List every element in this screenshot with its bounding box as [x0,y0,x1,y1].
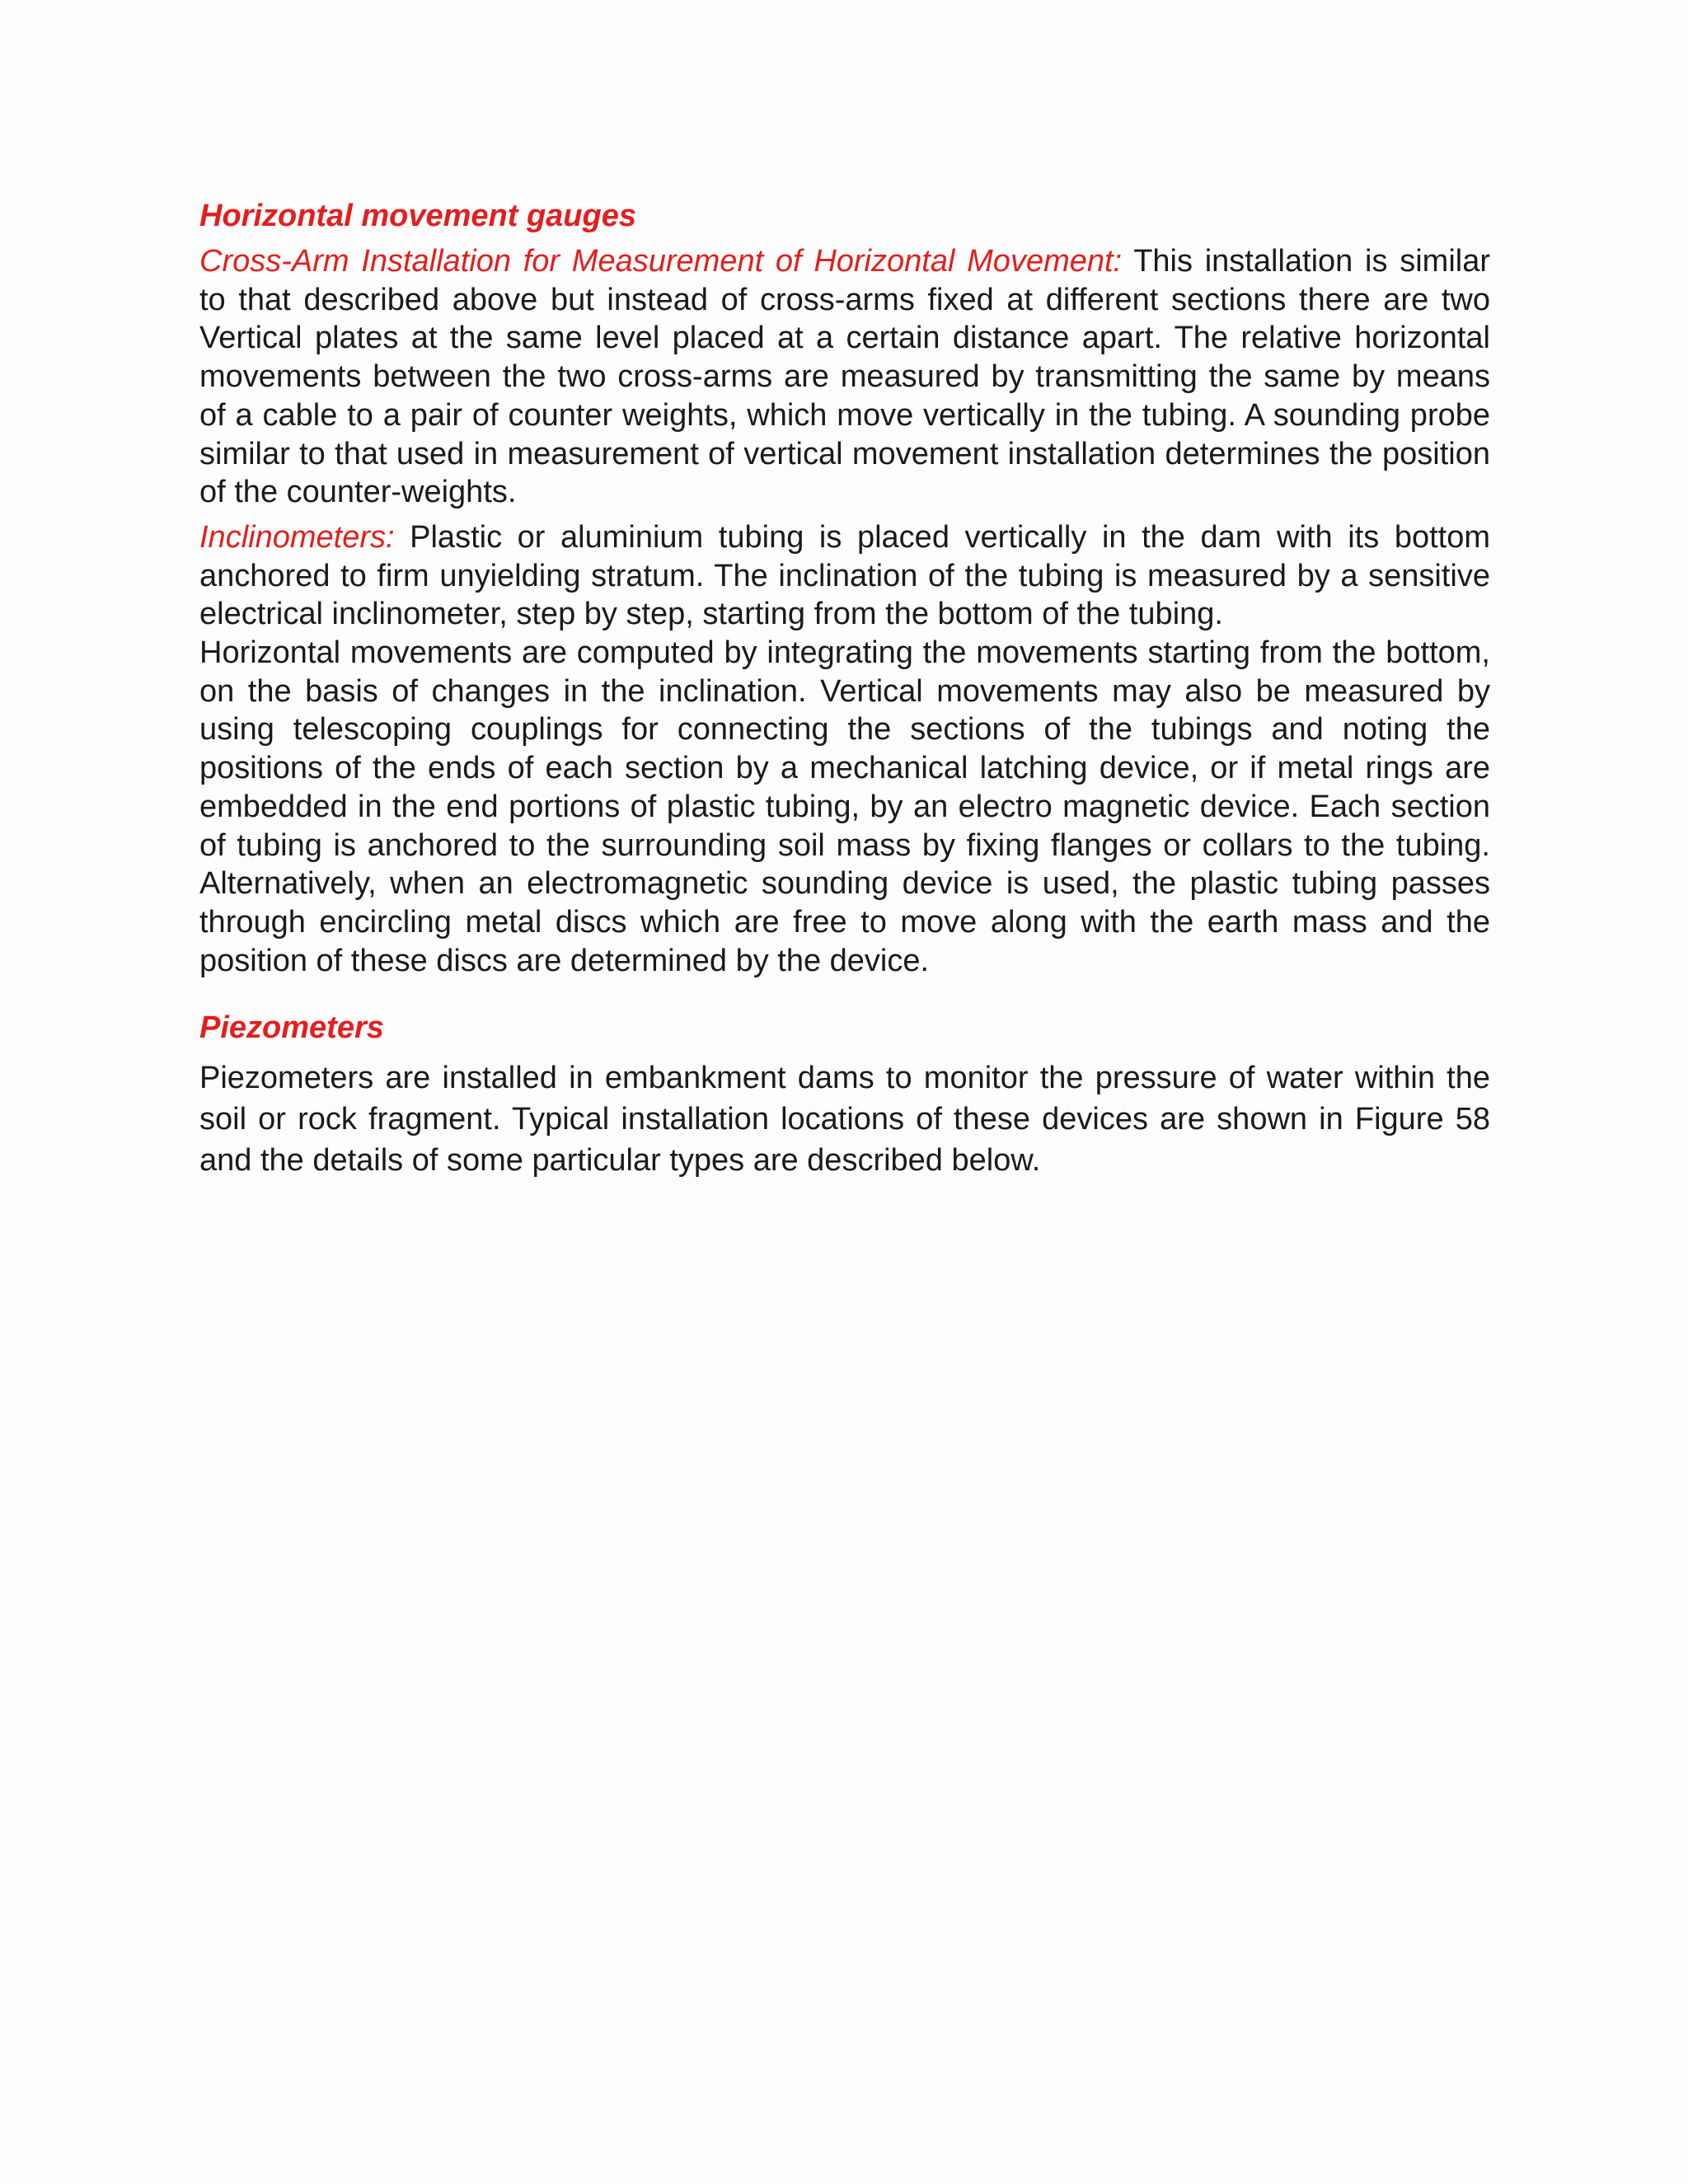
inclinometers-body-text: Plastic or aluminium tubing is placed vertically in the dam with its bottom anchored to firm unyielding stratum. The inclination of the tubing is measured by a sensitive electrical inclinometer, step by step, starting from the bottom of the tubing. [199,519,1490,632]
paragraph-horizontal-movements-computation: Horizontal movements are computed by integrating the movements starting from the bottom, on the basis of changes in the inclination. Vertical movements may also be measured by using telescoping couplings for connecting the sections of the tubings and noting the positions of the ends of each section by a mechanical latching device, or if metal rings are embedded in the end portions of plastic tubing, by an electro magnetic device. Each section of tubing is anchored to the surrounding soil mass by fixing flanges or collars to the tubing. Alternatively, when an electromagnetic sounding device is used, the plastic tubing passes through encircling metal discs which are free to move along with the earth mass and the position of these discs are determined by the device. [199,635,1490,978]
cross-arm-body-text: This installation is similar to that described above but instead of cross-arms fixed at different sections there are two Vertical plates at the same level placed at a certain distance apart. The relative horizontal movements between the two cross-arms are measured by transmitting the same by means of a cable to a pair of counter weights, which move vertically in the tubing. A sounding probe similar to that used in measurement of vertical movement installation determines the position of the counter-weights. [199,244,1490,510]
section-heading-piezometers: Piezometers [199,1010,384,1046]
cross-arm-lead-in: Cross-Arm Installation for Measurement of Horizontal Movement: [199,244,1123,279]
inclinometers-lead-in: Inclinometers: [199,519,395,555]
document-page [199,191,1490,1181]
paragraph-cross-arm-installation [199,242,1490,512]
paragraph-inclinometers [199,518,1490,634]
section-heading-horizontal-movement-gauges: Horizontal movement gauges [199,199,636,233]
paragraph-piezometers: Piezometers are installed in embankment dams to monitor the pressure of water within the soil or rock fragment. Typical installation locations of these devices are shown in Figure 58 and the details of some particular types are described below. [199,1061,1490,1179]
